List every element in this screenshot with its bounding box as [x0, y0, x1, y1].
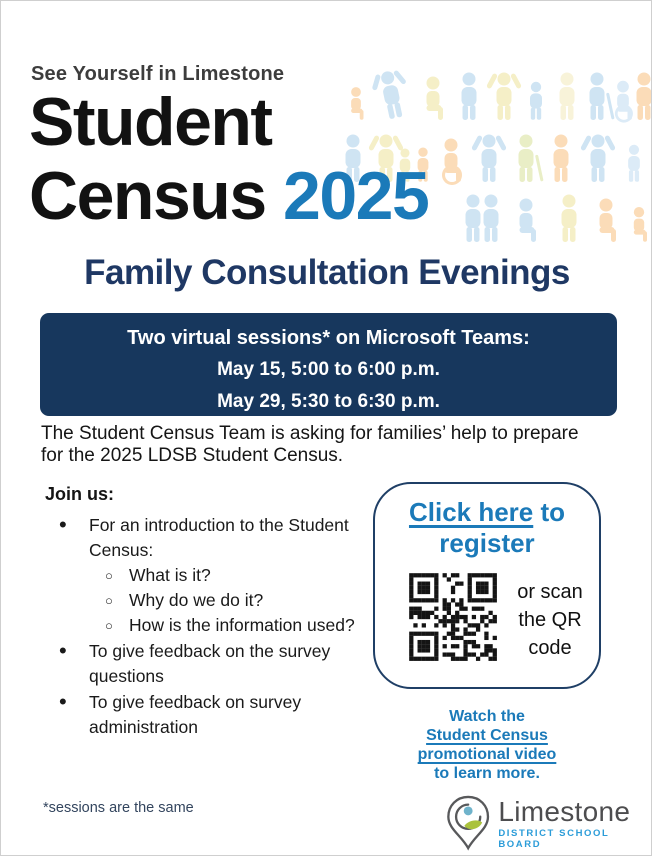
intro-paragraph: The Student Census Team is asking for families’ help to prepare for the 2025 LDSB Student Census. — [41, 423, 579, 466]
page-title — [29, 85, 428, 233]
sub-bullet-text: How is the information used? — [129, 615, 355, 635]
sessions-intro: Two virtual sessions* on Microsoft Teams: — [127, 327, 530, 349]
sub-list-item — [105, 563, 357, 588]
sessions-banner — [40, 313, 617, 416]
list-item — [57, 690, 357, 740]
sub-list-item — [105, 588, 357, 613]
watch-video-block — [379, 707, 595, 783]
limestone-logo — [444, 793, 651, 853]
list-item — [57, 513, 357, 638]
eyebrow-tagline: See Yourself in Limestone — [31, 63, 285, 85]
bullet-text: For an introduction to the Student Census: — [89, 515, 349, 560]
join-us-heading: Join us: — [45, 484, 115, 504]
register-box — [373, 482, 601, 689]
sub-bullet-text: What is it? — [129, 565, 211, 585]
qr-code — [405, 569, 501, 665]
watch-suffix: to learn more. — [434, 765, 540, 782]
subtitle-heading: Family Consultation Evenings — [84, 253, 570, 292]
logo-tagline: DISTRICT SCHOOL BOARD — [498, 827, 610, 850]
sub-list-item — [105, 613, 357, 638]
agenda-bullet-list — [57, 513, 357, 741]
watch-prefix: Watch the — [449, 708, 525, 725]
register-title — [375, 497, 599, 559]
sessions-footnote: *sessions are the same — [43, 800, 194, 816]
bullet-text: To give feedback on survey administration — [89, 692, 302, 737]
logo-text — [498, 797, 651, 850]
bullet-text: To give feedback on the survey questions — [89, 641, 331, 686]
session-1-datetime: May 15, 5:00 to 6:00 p.m. — [217, 359, 440, 380]
logo-pin-icon — [444, 793, 492, 853]
promo-video-link[interactable]: Student Census promotional video — [417, 727, 557, 763]
logo-name: Limestone — [498, 795, 631, 827]
sub-bullet-text: Why do we do it? — [129, 590, 264, 610]
title-year: 2025 — [283, 158, 429, 234]
list-item — [57, 639, 357, 689]
session-2-datetime: May 29, 5:30 to 6:30 p.m. — [217, 391, 440, 412]
qr-caption: or scan the QR code — [517, 581, 583, 659]
title-line2: Census — [29, 158, 266, 234]
title-line1: Student — [29, 84, 272, 160]
register-suffix: to register — [439, 497, 566, 558]
click-here-link[interactable]: Click here — [408, 497, 534, 527]
